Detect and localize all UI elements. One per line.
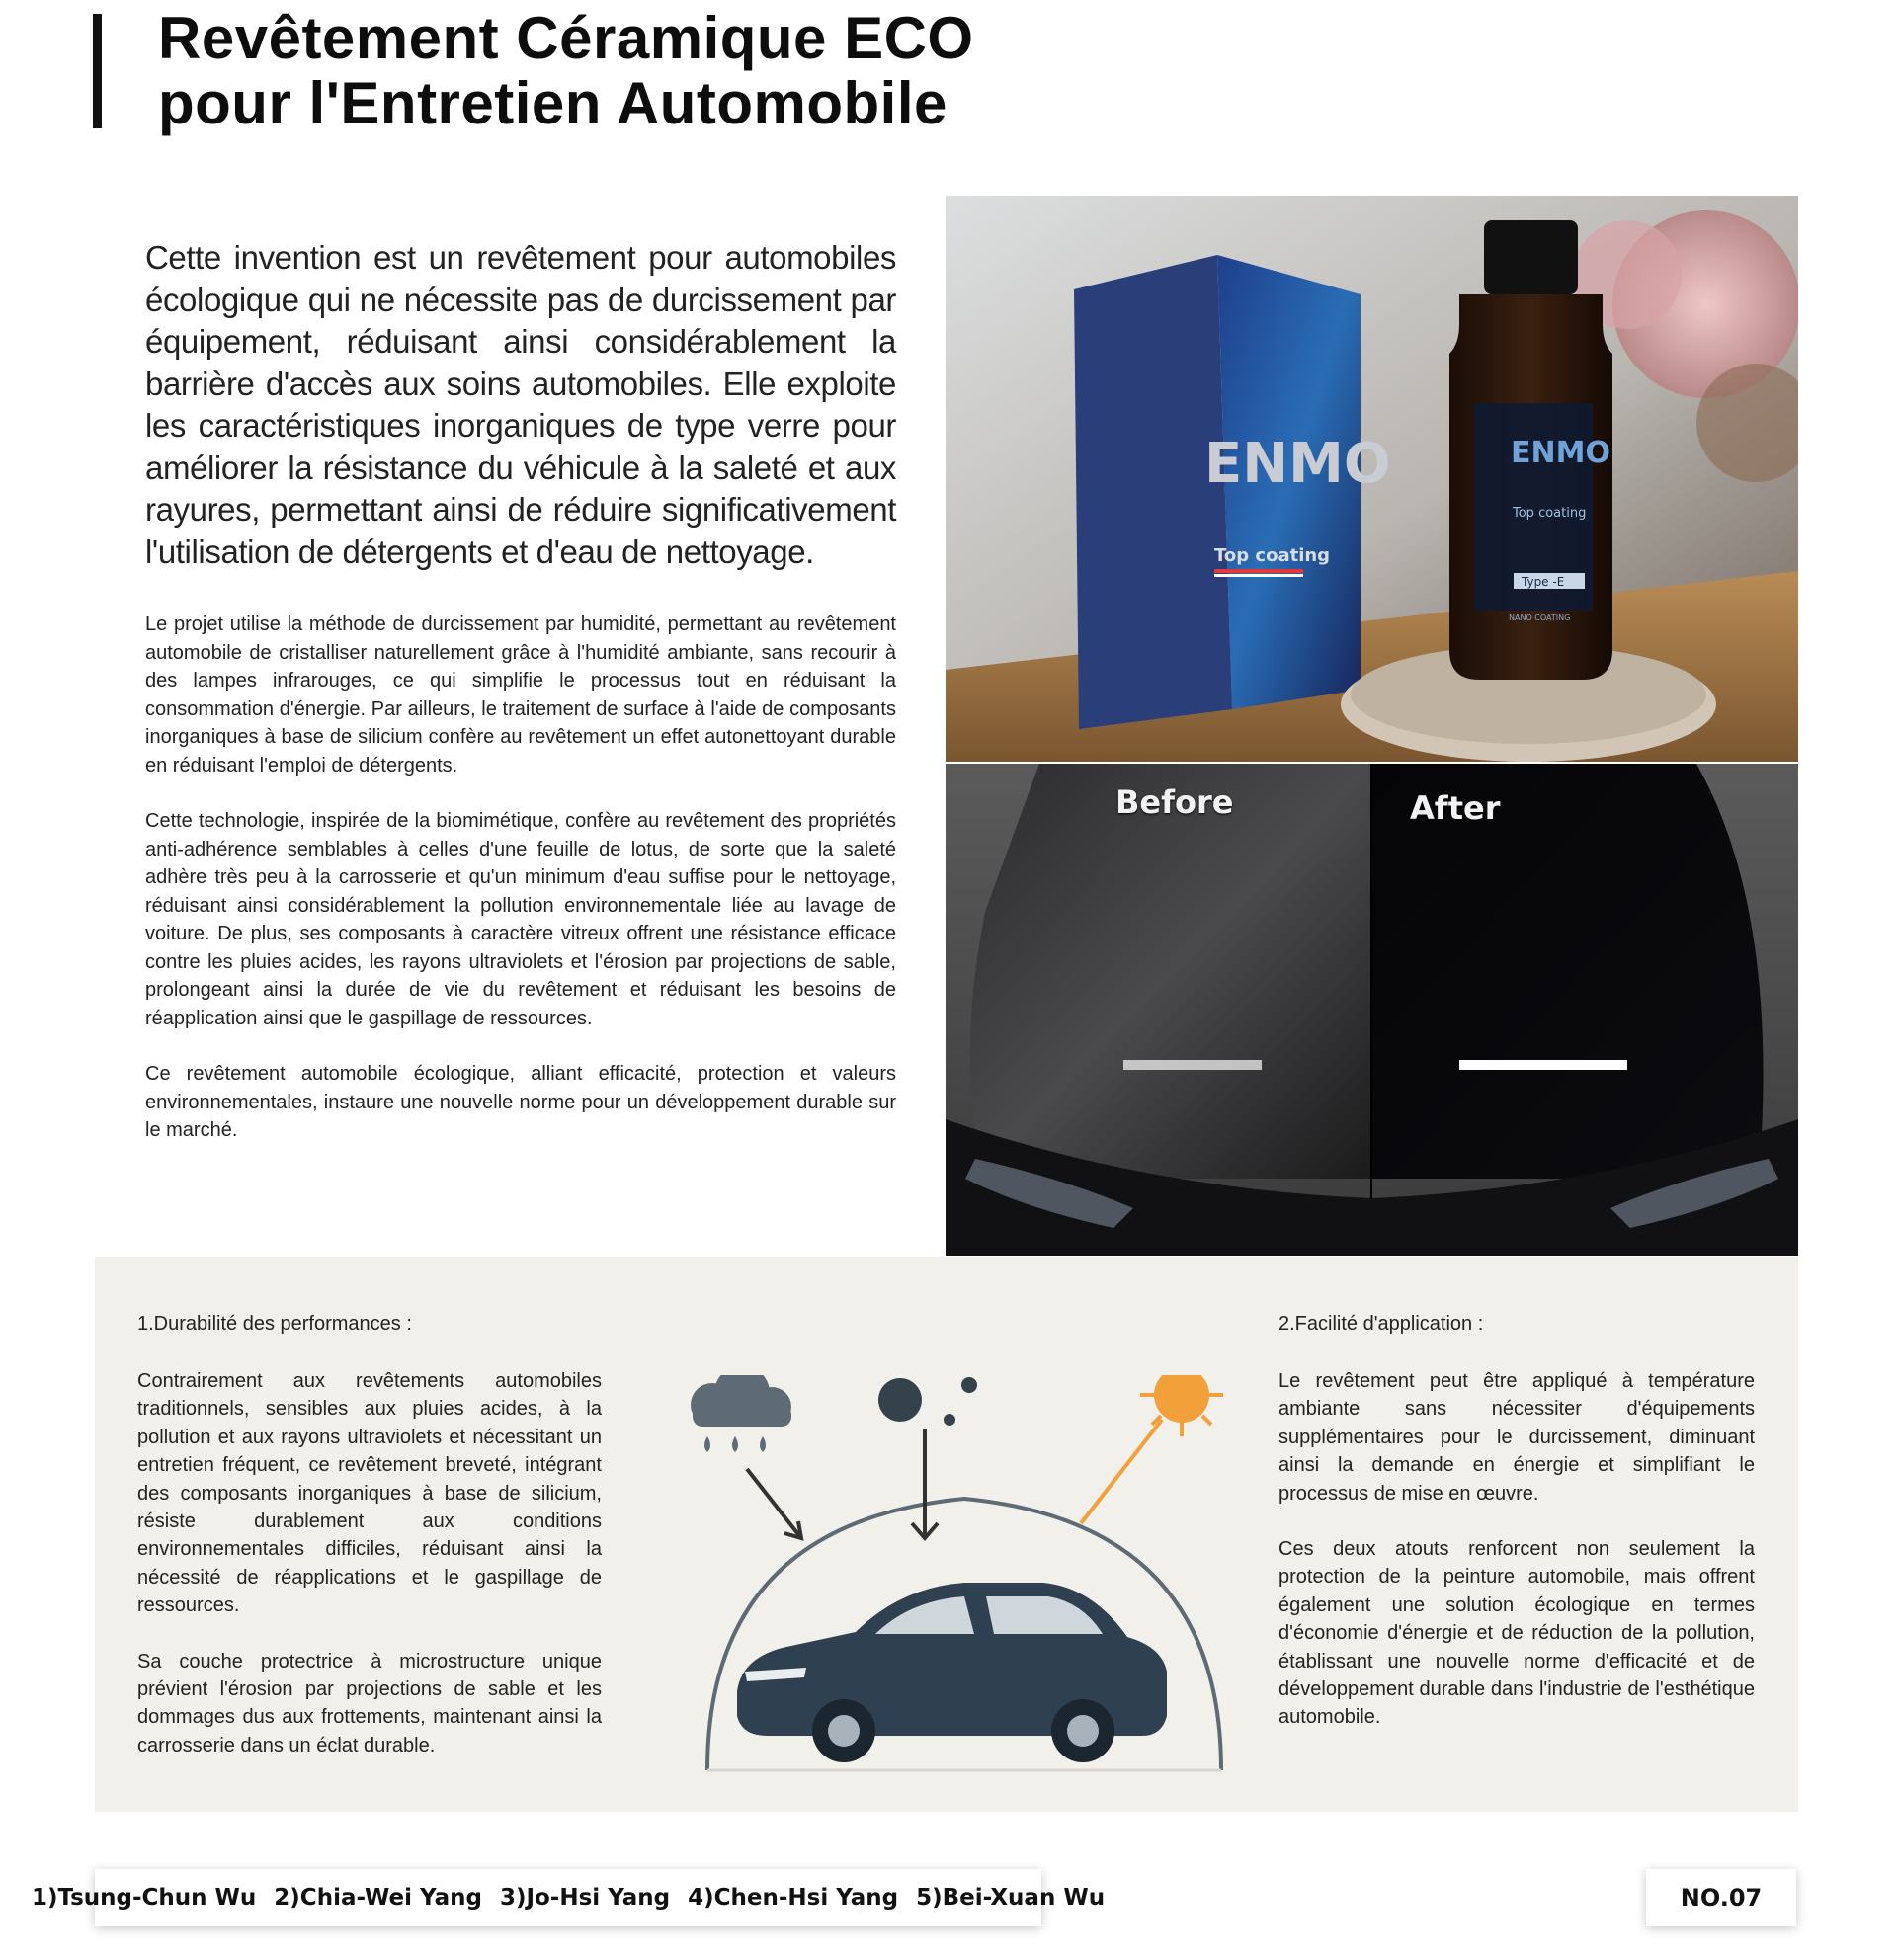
- authors-box: [31, 1869, 1106, 1926]
- author-name: 2)Chia-Wei Yang: [274, 1885, 482, 1911]
- product-photo: [946, 196, 1798, 762]
- author-name: 1)Tsung-Chun Wu: [31, 1885, 257, 1911]
- after-label: After: [1410, 789, 1501, 827]
- box-brand: ENMO: [1204, 432, 1391, 496]
- intro-paragraph: Le projet utilise la méthode de durcissement par humidité, permettant au revêtement automobile de cristalliser naturellement grâce à l'humidité ambiante, sans recourir à des lampes infrarouges, ce qui simplifie le processus tout en réduisant la consommation d'énergie. Par ailleurs, le traitement de surface à l'aide de composants inorganiques à base de silicium confère au revêtement un effet autonettoyant durable en réduisant l'emploi de détergents.: [145, 613, 896, 776]
- pollution-particle-icon: [878, 1377, 977, 1426]
- feature-paragraph: Le revêtement peut être appliqué à température ambiante sans nécessiter d'équipements supplémentaires pour le durcissement, diminuant ainsi la demande en énergie et simplifiant le processus de mise en œuvre.: [1278, 1370, 1755, 1505]
- bottle-footer: NANO COATING: [1509, 613, 1571, 622]
- rain-arrow-icon: [747, 1469, 801, 1538]
- uv-ray-icon: [1081, 1420, 1162, 1523]
- feature-durability-heading: 1.Durabilité des performances :: [137, 1313, 412, 1335]
- title-line-2: pour l'Entretien Automobile: [158, 70, 948, 136]
- feature-application-heading: 2.Facilité d'application :: [1278, 1313, 1484, 1335]
- feature-paragraph: Contrairement aux revêtements automobiles traditionnels, sensibles aux pluies acides, à la pollution et aux rayons ultraviolets et nécessitant un entretien fréquent, ce revêtement breveté, intégrant des composants inorganiques à base de silicium, résiste durablement aux conditions environnementales difficiles, réduisant ainsi la nécessité de réapplications et le gaspillage de ressources.: [137, 1370, 602, 1617]
- feature-panel: [95, 1257, 1798, 1812]
- intro-body: [145, 611, 896, 1173]
- bottle-type: Type -E: [1522, 575, 1565, 589]
- box-subtitle: Top coating: [1214, 545, 1331, 566]
- author-name: 5)Bei-Xuan Wu: [916, 1885, 1106, 1911]
- author-name: 3)Jo-Hsi Yang: [499, 1885, 671, 1911]
- rain-cloud-icon: [691, 1375, 791, 1452]
- intro-paragraph: Ce revêtement automobile écologique, alliant efficacité, protection et valeurs environnementales, instaure une nouvelle norme pour un développement durable sur le marché.: [145, 1063, 896, 1141]
- bottle-subtitle: Top coating: [1513, 506, 1587, 521]
- product-photo-image: [946, 196, 1798, 762]
- sun-icon: [1140, 1375, 1223, 1436]
- page-number: NO.07: [1646, 1869, 1796, 1926]
- page-title: [158, 6, 974, 136]
- feature-paragraph: Ces deux atouts renforcent non seulement la protection de la peinture automobile, mais offrent également une solution écologique en termes d'économie d'énergie et de réduction de la pollution, établissant une nouvelle norme d'efficacité et de développement durable dans l'industrie de l'esthétique automobile.: [1278, 1538, 1755, 1729]
- protection-illustration: [668, 1375, 1261, 1790]
- title-accent-bar: [93, 14, 102, 128]
- before-label: Before: [1115, 783, 1234, 821]
- author-name: 4)Chen-Hsi Yang: [688, 1885, 899, 1911]
- before-after-image: [946, 764, 1798, 1256]
- before-after-photo: [946, 764, 1798, 1256]
- intro-paragraph: Cette technologie, inspirée de la biomimétique, confère au revêtement des propriétés anti-adhérence semblables à celles d'une feuille de lotus, de sorte que la saleté adhère très peu à la carrosserie et qu'un minimum d'eau suffise pour le nettoyage, réduisant ainsi considérablement la pollution environnementale liée au lavage de voiture. De plus, ses composants à caractère vitreux offrent une résistance efficace contre les pluies acides, les rayons ultraviolets et l'érosion par projections de sable, prolongeant ainsi la durée de vie du revêtement et réduisant les besoins de réapplication ainsi que le gaspillage de ressources.: [145, 810, 896, 1029]
- bottle-brand: ENMO: [1511, 436, 1610, 470]
- intro-lead-paragraph: Cette invention est un revêtement pour automobiles écologique qui ne nécessite pas de durcissement par équipement, réduisant ainsi considérablement la barrière d'accès aux soins automobiles. Elle exploite les caractéristiques inorganiques de type verre pour améliorer la résistance du véhicule à la saleté et aux rayures, permettant ainsi de réduire significativement l'utilisation de détergents et d'eau de nettoyage.: [145, 239, 896, 570]
- feature-paragraph: Sa couche protectrice à microstructure unique prévient l'érosion par projections de sable et les dommages dus aux frottements, maintenant ainsi la carrosserie dans un éclat durable.: [137, 1650, 602, 1756]
- feature-durability: [137, 1310, 602, 1787]
- title-line-1: Revêtement Céramique ECO: [158, 5, 974, 71]
- car-icon: [737, 1583, 1167, 1762]
- feature-application: [1278, 1310, 1755, 1759]
